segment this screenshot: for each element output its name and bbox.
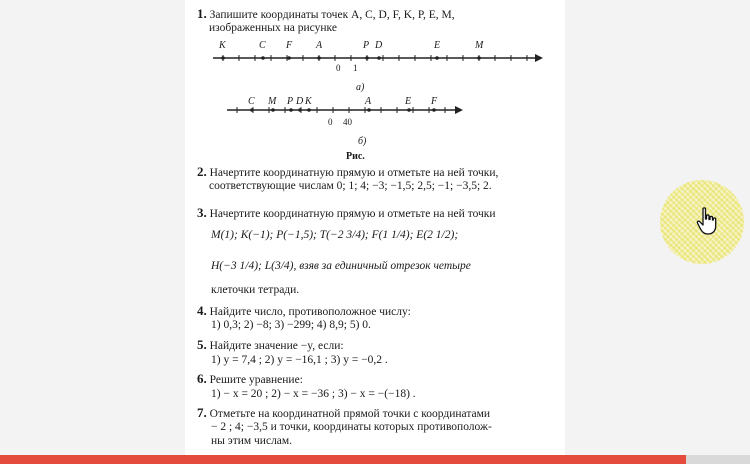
task-5: [197, 338, 344, 353]
video-progress-fill: [0, 455, 686, 464]
task-text: соответствующие числам 0; 1; 4; −3; −1,5; 2,5; −1; −3,5; 2.: [209, 180, 492, 192]
point-label: P: [363, 40, 370, 51]
tick-label: 0: [328, 117, 333, 127]
task-text: ны этим числам.: [211, 435, 293, 447]
task-text: Отметьте на координатной прямой точки с координатами: [209, 408, 491, 420]
figure-caption: Рис.: [346, 151, 365, 162]
point-label: P: [287, 96, 294, 107]
point-label: D: [296, 96, 304, 107]
video-progress-bar[interactable]: [0, 455, 750, 464]
task-2: [197, 165, 498, 180]
hand-pointer-icon: [696, 207, 718, 235]
task-number: 2.: [197, 164, 207, 179]
task-number: 3.: [197, 205, 207, 220]
point-label: E: [434, 40, 441, 51]
task-text: 1) − x = 20 ; 2) − x = −36 ; 3) − x = −(−18) .: [211, 388, 416, 400]
point-label: M: [268, 96, 277, 107]
textbook-page: [185, 0, 565, 464]
task-text: Решите уравнение:: [209, 374, 303, 386]
task-6: [197, 372, 303, 387]
task-text: Найдите значение −y, если:: [209, 340, 344, 352]
task-text: 1) 0,3; 2) −8; 3) −299; 4) 8,9; 5) 0.: [211, 319, 371, 331]
task-4: [197, 304, 411, 319]
left-margin: [0, 0, 185, 464]
figure-caption: б): [358, 136, 367, 147]
task-text: Начертите координатную прямую и отметьте на ней точки: [209, 208, 496, 220]
point-label: A: [316, 40, 323, 51]
tick-label: 0: [336, 63, 341, 73]
task-text: Найдите число, противоположное числу:: [209, 306, 411, 318]
number-line-b: [185, 90, 565, 120]
task-text: клеточки тетради.: [211, 284, 300, 296]
point-label: F: [431, 96, 438, 107]
point-label: C: [248, 96, 255, 107]
point-label: E: [405, 96, 412, 107]
task-1: [197, 7, 455, 22]
task-number: 7.: [197, 405, 207, 420]
task-text: − 2 ; 4; −3,5 и точки, координаты которых противополож-: [211, 421, 492, 433]
task-number: 6.: [197, 371, 207, 386]
figure-caption: а): [356, 82, 365, 93]
point-label: M: [475, 40, 484, 51]
task-text: Запишите координаты точек A, C, D, F, K, P, E, M,: [209, 9, 455, 21]
point-label: F: [286, 40, 293, 51]
task-number: 1.: [197, 6, 207, 21]
point-label: A: [365, 96, 372, 107]
point-label: K: [305, 96, 312, 107]
task-text: 1) y = 7,4 ; 2) y = −16,1 ; 3) y = −0,2 .: [211, 354, 388, 366]
point-label: K: [219, 40, 226, 51]
point-label: D: [375, 40, 383, 51]
task-text: Начертите координатную прямую и отметьте на ней точки,: [209, 167, 499, 179]
tick-label: 1: [353, 63, 358, 73]
point-label: C: [259, 40, 266, 51]
task-text: изображенных на рисунке: [209, 22, 337, 34]
task-number: 4.: [197, 303, 207, 318]
tick-label: 40: [343, 117, 352, 127]
task-3: [197, 206, 496, 221]
task-number: 5.: [197, 337, 207, 352]
task-text: H(−3 1/4); L(3/4), взяв за единичный отрезок четыре: [211, 260, 471, 272]
task-7: [197, 406, 490, 421]
task-text: M(1); K(−1); P(−1,5); T(−2 3/4); F(1 1/4); E(2 1/2);: [211, 229, 459, 241]
